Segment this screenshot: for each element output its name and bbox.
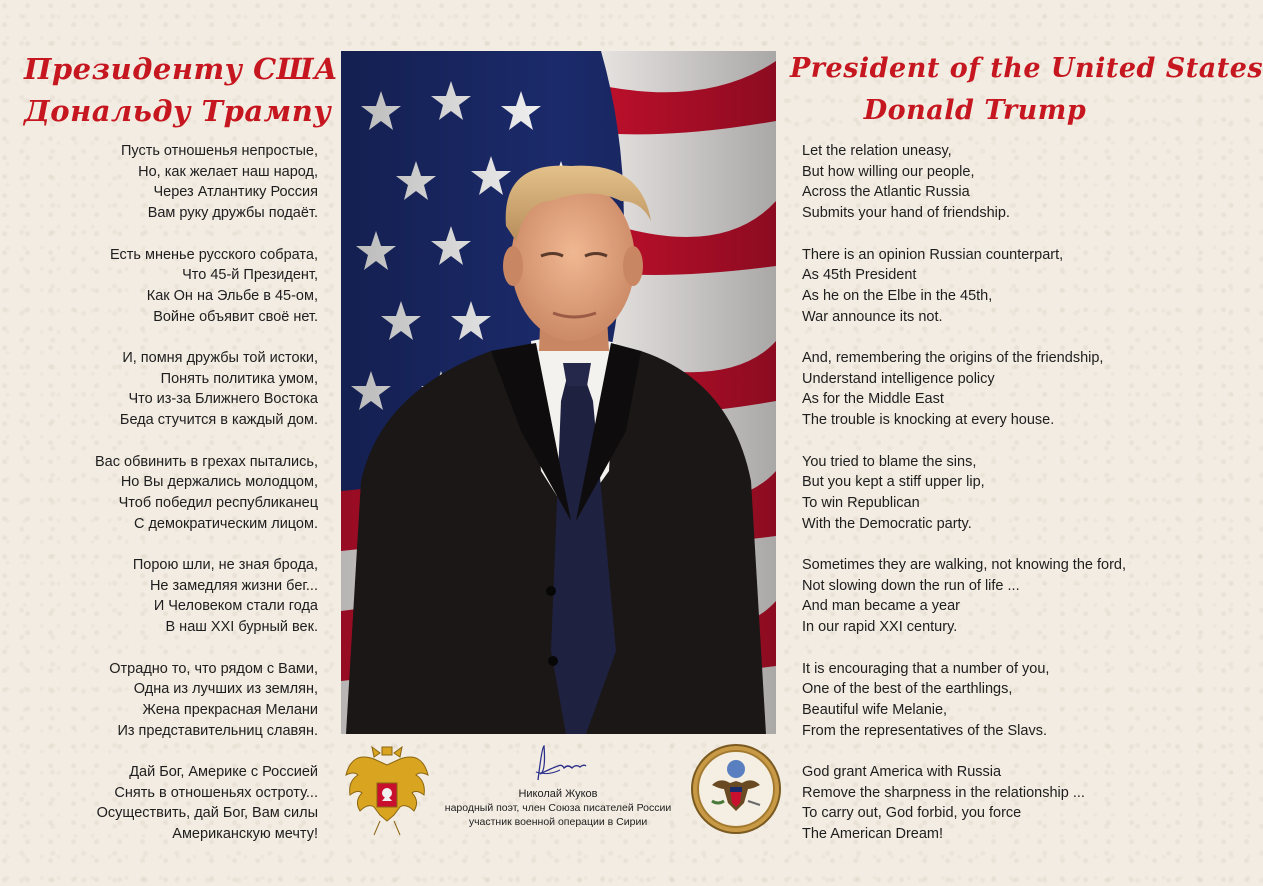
portrait-with-flag-illustration <box>341 51 776 734</box>
signature-icon <box>528 742 588 784</box>
poem-russian-line: Порою шли, не зная брода, <box>132 557 318 573</box>
poem-russian-line: Как Он на Эльбе в 45-ом, <box>146 287 318 304</box>
poem-russian-line: Осуществить, дай Бог, Вам силы <box>96 805 318 822</box>
poem-russian-stanza <box>20 762 318 845</box>
title-russian-line: Президенту США <box>24 52 339 86</box>
russian-coat-of-arms-icon <box>344 745 430 837</box>
poem-russian-stanza <box>20 141 318 224</box>
poem-russian-stanza <box>20 659 318 742</box>
poem-russian-line: С демократическим лицом. <box>133 515 318 532</box>
poem-russian-line: Что 45-й Президент, <box>182 267 318 284</box>
poem-english-line: One of the best of the earthlings, <box>802 681 1013 698</box>
poem-english-stanza <box>802 659 1172 742</box>
poem-russian-line: Но, как желает наш народ, <box>138 163 318 180</box>
poem-russian-line: Американскую мечту! <box>172 826 318 843</box>
poem-english-line: War announce its not. <box>802 308 943 325</box>
poem-english-line: To win Republican <box>802 494 920 511</box>
poem-russian-stanza <box>20 348 318 431</box>
poem-russian-stanza <box>20 555 318 638</box>
poem-english-stanza <box>802 141 1172 224</box>
poem-russian-stanza <box>20 452 318 535</box>
poem-russian-line: Не замедляя жизни бег... <box>149 577 318 594</box>
poem-english-line: To carry out, God forbid, you force <box>802 805 1022 822</box>
poem-russian-stanza <box>20 245 318 328</box>
poem-russian <box>20 141 318 866</box>
poem-russian-line: Войне объявит своё нет. <box>153 308 318 325</box>
poem-russian-line: И Человеком стали года <box>153 598 318 615</box>
poem-russian-line: Жена прекрасная Мелани <box>142 701 318 718</box>
title-english-line: Donald Trump <box>863 95 1087 126</box>
poem-english-line: Let the relation uneasy, <box>802 143 952 159</box>
poem-english-line: Submits your hand of friendship. <box>802 205 1010 222</box>
poem-english-line: With the Democratic party. <box>802 515 972 532</box>
poem-english-line: From the representatives of the Slavs. <box>802 722 1047 739</box>
poem-english-line: Beautiful wife Melanie, <box>802 701 948 718</box>
poem-english-stanza <box>802 762 1172 845</box>
poem-russian-line: Чтоб победил республиканец <box>118 494 318 511</box>
poem-russian-line: Есть мненье русского собрата, <box>110 246 318 263</box>
title-russian <box>24 48 339 132</box>
poem-english-line: Across the Atlantic Russia <box>802 184 970 201</box>
poem-english-line: As he on the Elbe in the 45th, <box>802 287 993 304</box>
poem-russian-line: Дай Бог, Америке с Россией <box>129 764 318 780</box>
poem-english-stanza <box>802 245 1172 328</box>
poem-english-line: As 45th President <box>802 267 917 284</box>
poem-russian-line: Беда стучится в каждый дом. <box>119 412 318 429</box>
poem-english-stanza <box>802 452 1172 535</box>
poem-english-line: Understand intelligence policy <box>802 370 995 387</box>
poem-russian-line: Вас обвинить в грехах пытались, <box>95 453 318 470</box>
poem-russian-line: Понять политика умом, <box>160 370 318 387</box>
poem-english-line: The trouble is knocking at every house. <box>802 412 1055 429</box>
poem-english-line: But how willing our people, <box>802 163 975 180</box>
author-name: Николай Жуков <box>518 788 598 800</box>
portrait-photo <box>341 51 776 734</box>
title-russian-line: Дональду Трампу <box>24 94 332 128</box>
poem-english-line: Sometimes they are walking, not knowing the ford, <box>802 557 1126 573</box>
poem-english-stanza <box>802 348 1172 431</box>
poem-english-line: The American Dream! <box>802 826 944 843</box>
poem-english <box>802 141 1172 866</box>
poem-english-line: As for the Middle East <box>802 391 944 408</box>
poem-english-line: But you kept a stiff upper lip, <box>802 474 985 491</box>
poem-english-line: In our rapid XXI century. <box>802 619 958 636</box>
poem-english-line: And man became a year <box>802 598 960 615</box>
poem-english-line: There is an opinion Russian counterpart, <box>802 246 1064 263</box>
author-subtitle: участник военной операции в Сирии <box>468 816 648 828</box>
poem-english-stanza <box>802 555 1172 638</box>
author-title: народный поэт, член Союза писателей России <box>444 802 672 814</box>
poem-russian-line: Отрадно то, что рядом с Вами, <box>109 660 318 677</box>
poem-english-line: Not slowing down the run of life ... <box>802 577 1020 594</box>
poem-russian-line: Пусть отношенья непростые, <box>120 143 318 159</box>
poem-russian-line: Из представительниц славян. <box>117 722 318 739</box>
title-english-line: President of the United States <box>790 53 1263 84</box>
poem-english-line: Remove the sharpness in the relationship ... <box>802 784 1085 801</box>
us-great-seal-icon <box>690 743 782 835</box>
poem-english-line: You tried to blame the sins, <box>802 453 977 470</box>
poem-english-line: And, remembering the origins of the friendship, <box>802 350 1104 366</box>
poem-russian-line: Одна из лучших из землян, <box>133 681 318 698</box>
poem-russian-line: В наш XXI бурный век. <box>165 619 318 636</box>
poem-english-line: God grant America with Russia <box>802 764 1002 780</box>
poem-english-line: It is encouraging that a number of you, <box>802 660 1050 677</box>
poem-russian-line: И, помня дружбы той истоки, <box>122 350 318 366</box>
poem-russian-line: Но Вы держались молодцом, <box>120 474 318 491</box>
poem-russian-line: Через Атлантику Россия <box>153 184 318 201</box>
author-block <box>430 787 686 829</box>
poem-russian-line: Что из-за Ближнего Востока <box>128 391 318 408</box>
title-english <box>790 48 1263 132</box>
poem-russian-line: Снять в отношеньях остроту... <box>114 784 318 801</box>
poem-russian-line: Вам руку дружбы подаёт. <box>147 205 318 222</box>
